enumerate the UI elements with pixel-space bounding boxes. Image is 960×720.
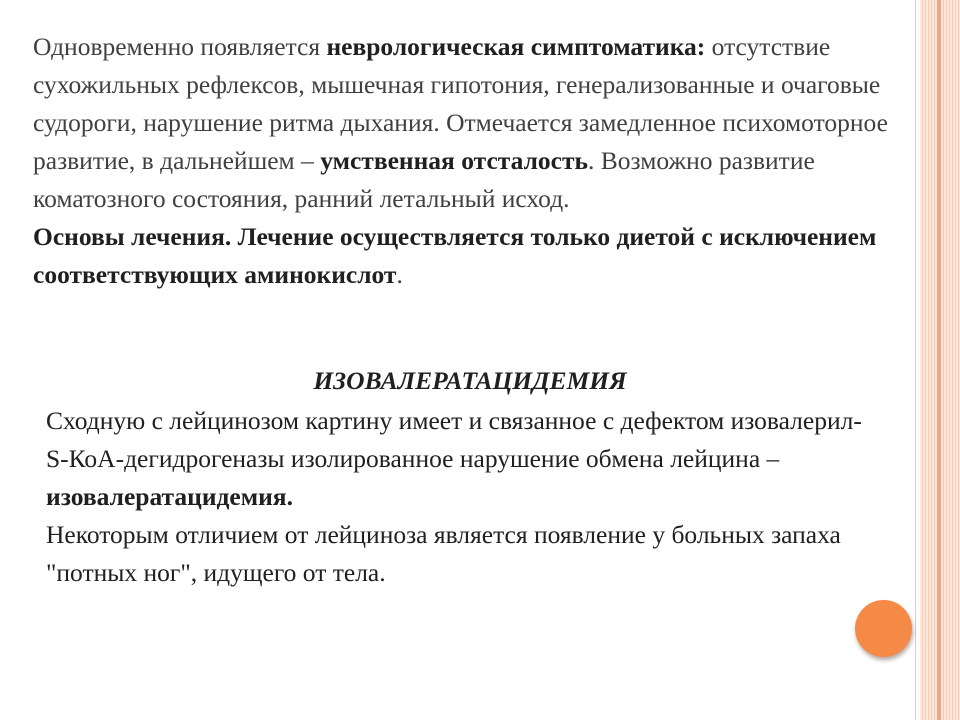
paragraph-symptoms (33, 28, 893, 218)
section-text-block (46, 402, 876, 592)
bold-term-isovaleric: изовалератацидемия. (46, 482, 293, 511)
paragraph-treatment (33, 218, 893, 294)
text-segment: Сходную с лейцинозом картину имеет и связанное с дефектом изовалерил-S-КоА-дегидрогеназы изолированное нарушение обмена лейцина – (46, 406, 862, 473)
decorative-stripe-band-outer (941, 0, 960, 720)
bold-term-retardation: умственная отсталость (320, 146, 588, 175)
paragraph-isovaleric (46, 402, 876, 516)
text-segment: отсутствие сухожильных рефлексов, мышечная гипотония, генерализованные и очаговые судороги, нарушение ритма дыхания. Отмечается замедленное психомоторное развитие, в дальнейшем – (33, 32, 888, 175)
text-segment: Одновременно появляется (33, 32, 327, 61)
decorative-stripe-band (920, 0, 937, 720)
text-segment: . (396, 260, 403, 289)
decorative-circle (855, 600, 912, 657)
border-line-inner (915, 0, 916, 720)
main-text-block (33, 28, 893, 294)
text-segment: . Возможно развитие коматозного состояния, ранний летальный исход. (33, 146, 815, 213)
section-heading: ИЗОВАЛЕРАТАЦИДЕМИЯ (313, 366, 627, 395)
paragraph-difference: Некоторым отличием от лейциноза является появление у больных запаха "потных ног", идущего от тела. (46, 520, 841, 587)
bold-term-neurology: неврологическая симптоматика: (326, 32, 706, 61)
bold-treatment: Основы лечения. Лечение осуществляется только диетой с исключением соответствующих аминокислот (33, 222, 877, 289)
